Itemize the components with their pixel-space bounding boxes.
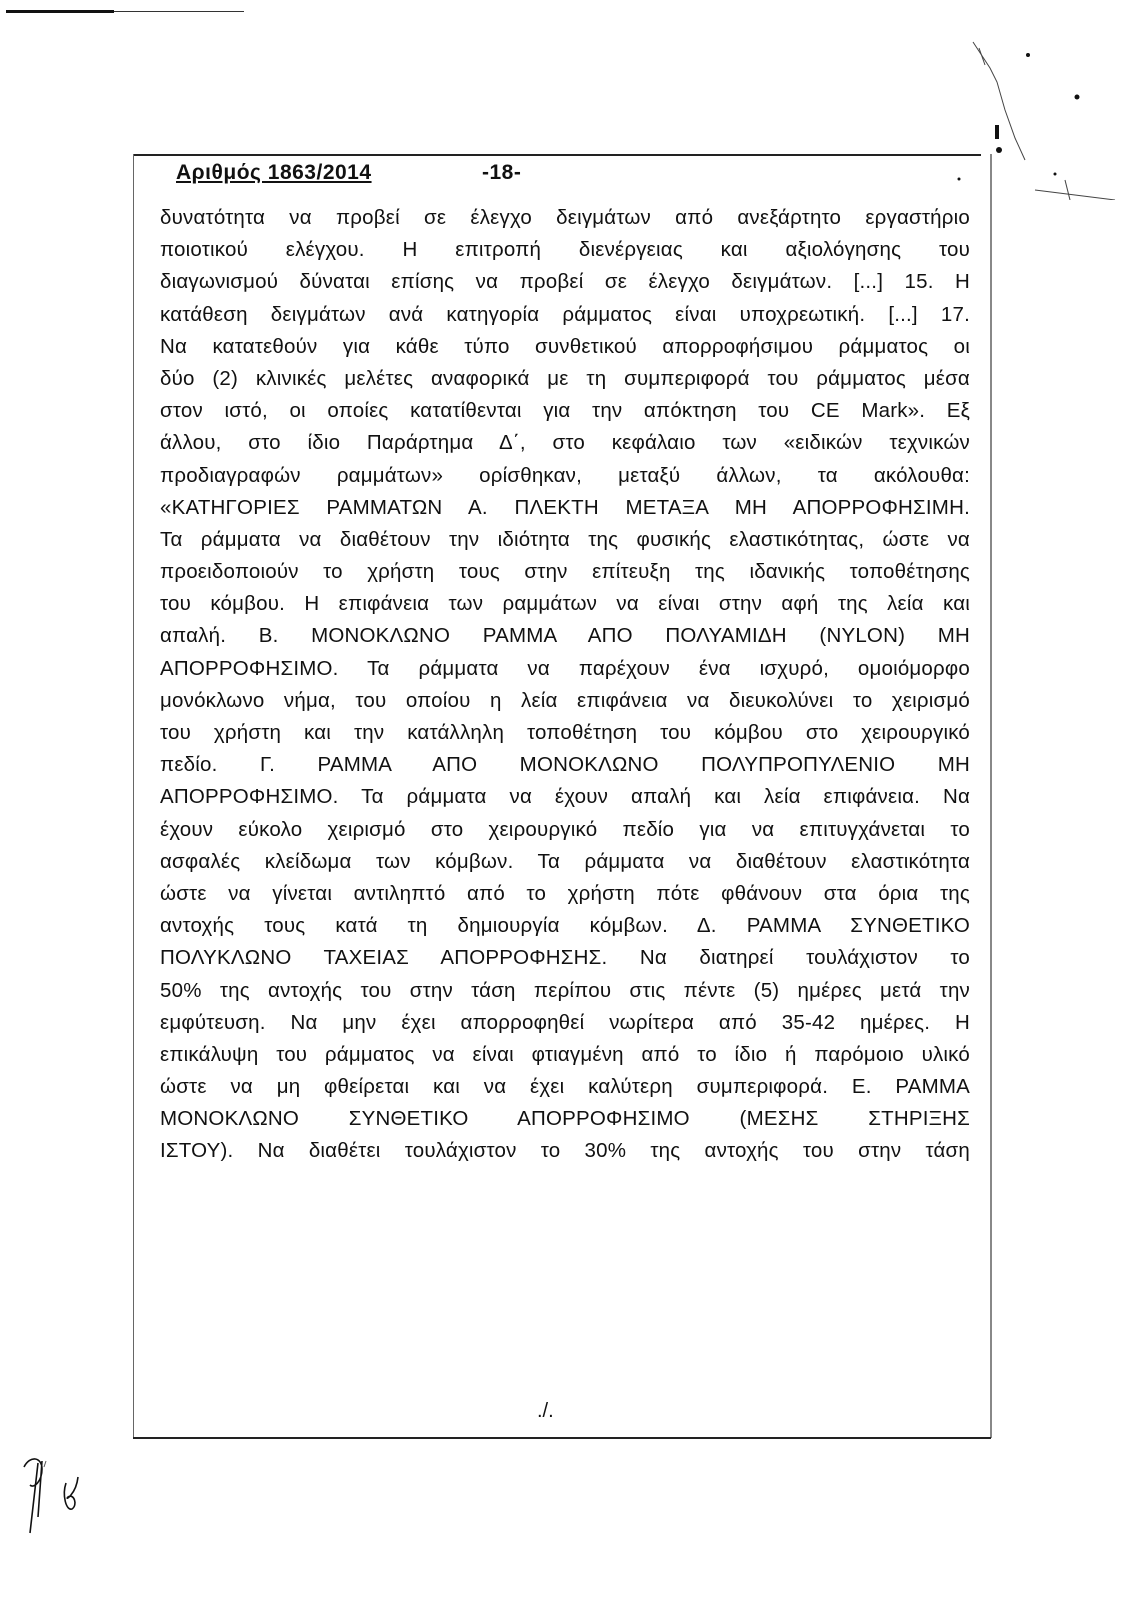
document-body: [160, 202, 970, 1168]
text-line: δύο (2) κλινικές μελέτες αναφορικά με τη συμπεριφορά του ράμματος μέσα: [160, 366, 970, 390]
page-frame-bottom: [133, 1437, 991, 1439]
text-line: ΑΠΟΡΡΟΦΗΣΙΜΟ. Τα ράμματα να έχουν απαλή και λεία επιφάνεια. Να: [160, 785, 970, 809]
text-line: επικάλυψη του ράμματος να είναι φτιαγμένη από το ίδιο ή παρόμοιο υλικό: [160, 1042, 970, 1066]
page-header: [176, 161, 522, 185]
text-line: δυνατότητα να προβεί σε έλεγχο δειγμάτων από ανεξάρτητο εργαστήριο: [160, 206, 970, 229]
scan-top-rule-thin: [114, 11, 244, 12]
text-line: κατάθεση δειγμάτων ανά κατηγορία ράμματος είναι υποχρεωτική. [...] 17.: [160, 302, 970, 326]
text-line: ΜΟΝΟΚΛΩΝΟ ΣΥΝΘΕΤΙΚΟ ΑΠΟΡΡΟΦΗΣΙΜΟ (ΜΕΣΗΣ ΣΤΗΡΙΞΗΣ: [160, 1107, 970, 1131]
text-line: έχουν εύκολο χειρισμό στο χειρουργικό πεδίο για να επιτυγχάνεται το: [160, 817, 970, 841]
text-line: ποιοτικού ελέγχου. Η επιτροπή διενέργειας και αξιολόγησης του: [160, 238, 970, 262]
text-line: ΠΟΛΥΚΛΩΝΟ ΤΑΧΕΙΑΣ ΑΠΟΡΡΟΦΗΣΗΣ. Να διατηρεί τουλάχιστον το: [160, 946, 970, 970]
text-line: άλλου, στο ίδιο Παράρτημα Δ΄, στο κεφάλαιο των «ειδικών τεχνικών: [160, 431, 970, 455]
scan-noise-icon: [945, 20, 1130, 200]
text-line: Να κατατεθούν για κάθε τύπο συνθετικού απορροφήσιμου ράμματος οι: [160, 334, 970, 358]
page-frame-right: [990, 154, 992, 1438]
text-line: αντοχής τους κατά τη δημιουργία κόμβων. Δ. ΡΑΜΜΑ ΣΥΝΘΕΤΙΚΟ: [160, 914, 970, 938]
text-line: ασφαλές κλείδωμα των κόμβων. Τα ράμματα να διαθέτουν ελαστικότητα: [160, 849, 970, 873]
text-line: ώστε να μη φθείρεται και να έχει καλύτερη συμπεριφορά. Ε. ΡΑΜΜΑ: [160, 1075, 970, 1099]
text-line: προειδοποιούν το χρήστη τους στην επίτευξη της ιδανικής τοποθέτησης: [160, 560, 970, 584]
text-line: του χρήστη και την κατάλληλη τοποθέτηση του κόμβου στο χειρουργικό: [160, 721, 970, 744]
text-line: προδιαγραφών ραμμάτων» ορίσθηκαν, μεταξύ άλλων, τα ακόλουθα:: [160, 463, 970, 487]
text-line: πεδίο. Γ. ΡΑΜΜΑ ΑΠΟ ΜΟΝΟΚΛΩΝΟ ΠΟΛΥΠΡΟΠΥΛΕΝΙΟ ΜΗ: [160, 753, 970, 777]
text-line: ΙΣΤΟΥ). Να διαθέτει τουλάχιστον το 30% της αντοχής του στην τάση: [160, 1139, 970, 1163]
page-frame-top: [133, 154, 981, 156]
scan-top-rule: [6, 10, 114, 13]
text-line: «ΚΑΤΗΓΟΡΙΕΣ ΡΑΜΜΑΤΩΝ Α. ΠΛΕΚΤΗ ΜΕΤΑΞΑ ΜΗ ΑΠΟΡΡΟΦΗΣΙΜΗ.: [160, 495, 970, 519]
text-line: του κόμβου. Η επιφάνεια των ραμμάτων να είναι στην αφή της λεία και: [160, 592, 970, 616]
continuation-mark: ./.: [537, 1400, 554, 1422]
text-line: 50% της αντοχής του στην τάση περίπου στις πέντε (5) ημέρες μετά την: [160, 978, 970, 1002]
page-frame-left: [133, 154, 134, 1438]
text-line: απαλή. Β. ΜΟΝΟΚΛΩΝΟ ΡΑΜΜΑ ΑΠΟ ΠΟΛΥΑΜΙΔΗ (NYLON) ΜΗ: [160, 624, 970, 648]
text-line: ώστε να γίνεται αντιληπτό από το χρήστη πότε φθάνουν στα όρια της: [160, 881, 970, 905]
text-line: Τα ράμματα να διαθέτουν την ιδιότητα της φυσικής ελαστικότητας, ώστε να: [160, 527, 970, 551]
text-line: εμφύτευση. Να μην έχει απορροφηθεί νωρίτερα από 35-42 ημέρες. Η: [160, 1010, 970, 1034]
text-line: διαγωνισμού δύναται επίσης να προβεί σε έλεγχο δειγμάτων. [...] 15. Η: [160, 270, 970, 294]
text-line: μονόκλωνο νήμα, του οποίου η λεία επιφάνεια να διευκολύνει το χειρισμό: [160, 688, 970, 712]
text-line: στον ιστό, οι οποίες κατατίθενται για την απόκτηση του CE Mark». Εξ: [160, 399, 970, 423]
signature-mark-icon: [60, 1475, 90, 1515]
page-number: -18-: [482, 161, 522, 184]
text-line: ΑΠΟΡΡΟΦΗΣΙΜΟ. Τα ράμματα να παρέχουν ένα ισχυρό, ομοιόμορφο: [160, 656, 970, 680]
case-number: Αριθμός 1863/2014: [176, 161, 372, 184]
